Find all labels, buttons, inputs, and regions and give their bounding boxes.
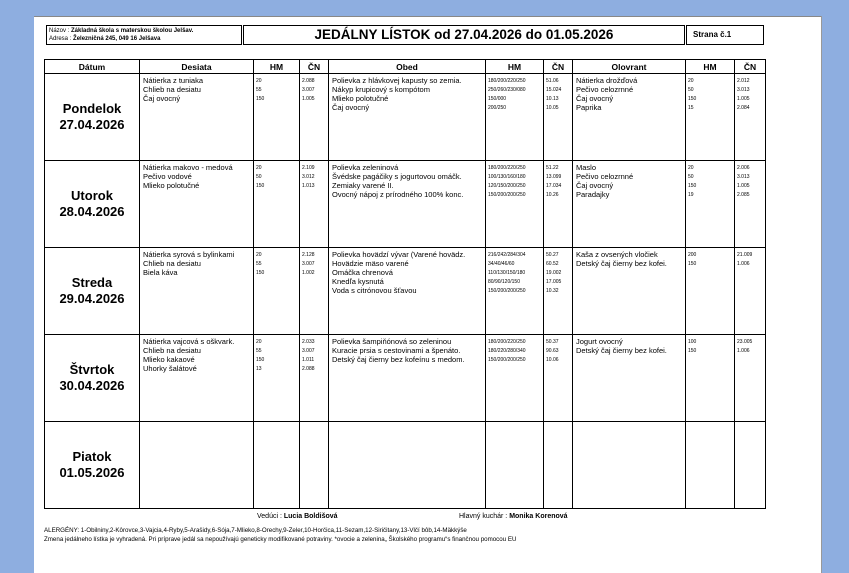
obed-item: Polievka z hlávkovej kapusty so zemia. <box>332 76 462 85</box>
allergens-list: ALERGÉNY: 1-Obilniny,2-Kôrovce,3-Vajcia,4-Ryby,5-Arašidy,6-Sója,7-Mlieko,8-Orechy,9-Zeler,10-Horčica,11-Sezam,12-Siričitany,13-Vlčí bôb,14-Mäkkýše <box>44 527 467 534</box>
obed-hm-item: 180/200/220/250 <box>488 165 526 171</box>
olovrant-hm-item: 150 <box>688 96 697 102</box>
table-header-row <box>45 60 766 74</box>
obed-item: Hovädzie mäso varené <box>332 259 409 268</box>
day-cell <box>45 335 140 422</box>
obed-cn-item: 90.63 <box>546 348 559 354</box>
obed-cn-item: 10.06 <box>546 357 559 363</box>
desiata-hm-cell <box>254 335 300 422</box>
day-date: 30.04.2026 <box>59 378 125 393</box>
olovrant-item: Paradajky <box>576 190 610 199</box>
desiata-hm-cell <box>254 74 300 161</box>
day-cell <box>45 161 140 248</box>
desiata-hm-item: 150 <box>256 270 265 276</box>
olovrant-cn-item: 23.005 <box>737 339 753 345</box>
obed-cn-cell <box>544 74 573 161</box>
obed-hm-cell <box>486 422 544 509</box>
obed-cn-item: 19.002 <box>546 270 562 276</box>
desiata-item: Mlieko kakaové <box>143 355 195 364</box>
day-row <box>45 335 766 422</box>
page-number: Strana č.1 <box>686 25 764 45</box>
desiata-hm-item: 150 <box>256 357 265 363</box>
desiata-cn-item: 3.007 <box>302 261 315 267</box>
olovrant-item: Čaj ovocný <box>576 94 614 103</box>
page-edge-shadow <box>821 16 822 573</box>
manager-label: Vedúci : <box>257 513 282 520</box>
desiata-cn-cell <box>300 422 329 509</box>
olovrant-cn-item: 1.005 <box>737 96 750 102</box>
obed-cell <box>329 422 486 509</box>
column-header: ČN <box>735 60 766 74</box>
olovrant-cn-item: 2.084 <box>737 105 750 111</box>
page-border <box>34 16 821 17</box>
column-header: ČN <box>544 60 573 74</box>
obed-hm-item: 216/242/284/304 <box>488 252 526 258</box>
obed-cn-item: 10.26 <box>546 192 559 198</box>
obed-cn-item: 60.52 <box>546 261 559 267</box>
olovrant-hm-item: 19 <box>688 192 694 198</box>
column-header: Dátum <box>45 60 140 74</box>
table-body <box>45 74 766 509</box>
obed-hm-item: 150/200/200/250 <box>488 357 526 363</box>
desiata-cell <box>140 161 254 248</box>
day-row <box>45 161 766 248</box>
desiata-hm-item: 55 <box>256 261 262 267</box>
olovrant-cell <box>573 335 686 422</box>
obed-cn-item: 50.27 <box>546 252 559 258</box>
obed-hm-item: 34/40/46/60 <box>488 261 515 267</box>
manager-name: Lucia Boldišová <box>283 513 338 520</box>
day-name: Piatok <box>72 449 112 464</box>
olovrant-hm-item: 50 <box>688 174 694 180</box>
desiata-item: Čaj ovocný <box>143 94 181 103</box>
desiata-cn-item: 3.007 <box>302 87 315 93</box>
school-name-label: Názov : <box>49 28 70 34</box>
olovrant-hm-cell <box>686 74 735 161</box>
olovrant-cn-item: 3.013 <box>737 174 750 180</box>
desiata-cell <box>140 335 254 422</box>
olovrant-hm-cell <box>686 422 735 509</box>
olovrant-item: Jogurt ovocný <box>576 337 623 346</box>
obed-cn-item: 51.22 <box>546 165 559 171</box>
olovrant-cn-cell <box>735 422 766 509</box>
footer-notes <box>44 526 516 544</box>
olovrant-cn-cell <box>735 248 766 335</box>
olovrant-hm-item: 150 <box>688 348 697 354</box>
desiata-hm-item: 20 <box>256 339 262 345</box>
obed-cell <box>329 248 486 335</box>
obed-item: Polievka zeleninová <box>332 163 399 172</box>
olovrant-hm-cell <box>686 248 735 335</box>
desiata-cn-item: 2.033 <box>302 339 315 345</box>
desiata-hm-item: 55 <box>256 87 262 93</box>
day-date: 01.05.2026 <box>59 465 125 480</box>
obed-item: Polievka hovädzí vývar (Varené hovädz. <box>332 250 466 259</box>
day-cell <box>45 248 140 335</box>
olovrant-cell <box>573 422 686 509</box>
obed-cell <box>329 74 486 161</box>
olovrant-item: Pečivo celozrnné <box>576 85 634 94</box>
obed-item: Omáčka chrenová <box>332 268 393 277</box>
obed-cn-cell <box>544 335 573 422</box>
day-date: 27.04.2026 <box>59 117 125 132</box>
obed-hm-item: 100/130/160/180 <box>488 174 526 180</box>
obed-cn-item: 15.024 <box>546 87 562 93</box>
school-address: Železničná 245, 049 16 Jelšava <box>73 36 161 42</box>
obed-cell <box>329 161 486 248</box>
obed-cn-cell <box>544 248 573 335</box>
olovrant-hm-item: 100 <box>688 339 697 345</box>
day-row <box>45 422 766 509</box>
menu-table <box>44 59 766 509</box>
desiata-item: Chlieb na desiatu <box>143 85 201 94</box>
olovrant-item: Kaša z ovsených vločiek <box>576 250 658 259</box>
obed-item: Detský čaj čierny bez kofeínu s medom. <box>332 355 465 364</box>
obed-hm-item: 150/200/200/250 <box>488 192 526 198</box>
desiata-cell <box>140 248 254 335</box>
desiata-hm-item: 20 <box>256 252 262 258</box>
olovrant-item: Pečivo celozrnné <box>576 172 634 181</box>
olovrant-cn-item: 2.085 <box>737 192 750 198</box>
desiata-item: Chlieb na desiatu <box>143 259 201 268</box>
obed-cn-item: 17.005 <box>546 279 562 285</box>
column-header: Desiata <box>140 60 254 74</box>
olovrant-cn-cell <box>735 74 766 161</box>
obed-item: Nákyp krupicový s kompótom <box>332 85 430 94</box>
day-row <box>45 248 766 335</box>
obed-cn-item: 17.034 <box>546 183 562 189</box>
obed-cell <box>329 335 486 422</box>
olovrant-cn-item: 1.005 <box>737 183 750 189</box>
olovrant-cell <box>573 248 686 335</box>
desiata-item: Pečivo vodové <box>143 172 192 181</box>
obed-item: Ovocný nápoj z prírodného 100% konc. <box>332 190 464 199</box>
cook-name: Monika Korenová <box>509 513 568 520</box>
school-address-row <box>49 35 239 43</box>
desiata-hm-cell <box>254 161 300 248</box>
olovrant-cn-item: 2.006 <box>737 165 750 171</box>
column-header: HM <box>254 60 300 74</box>
school-info-box <box>46 25 242 45</box>
olovrant-hm-item: 150 <box>688 183 697 189</box>
desiata-hm-cell <box>254 422 300 509</box>
obed-item: Kuracie prsia s cestovinami a špenáto. <box>332 346 461 355</box>
desiata-cn-item: 2.109 <box>302 165 315 171</box>
obed-cn-item: 10.05 <box>546 105 559 111</box>
desiata-cn-item: 3.007 <box>302 348 315 354</box>
desiata-hm-item: 150 <box>256 183 265 189</box>
desiata-item: Biela káva <box>143 268 178 277</box>
obed-hm-cell <box>486 161 544 248</box>
olovrant-hm-item: 50 <box>688 87 694 93</box>
menu-note: Zmena jedálneho lístka je vyhradená. Pri príprave jedál sa nepoužívajú geneticky modifikované potraviny. *ovocie a zelenina„ Školského programu“s finančnou pomocou EU <box>44 536 517 543</box>
desiata-item: Nátierka syrová s bylinkami <box>143 250 235 259</box>
obed-item: Mlieko polotučné <box>332 94 389 103</box>
olovrant-item: Paprika <box>576 103 602 112</box>
desiata-cn-item: 1.011 <box>302 357 315 363</box>
desiata-cn-item: 2.128 <box>302 252 315 258</box>
day-date: 28.04.2026 <box>59 204 125 219</box>
olovrant-cn-item: 1.006 <box>737 348 750 354</box>
day-cell <box>45 422 140 509</box>
desiata-hm-item: 55 <box>256 348 262 354</box>
olovrant-cn-item: 1.006 <box>737 261 750 267</box>
olovrant-hm-cell <box>686 335 735 422</box>
school-address-label: Adresa : <box>49 36 72 42</box>
desiata-hm-item: 50 <box>256 174 262 180</box>
obed-cn-item: 13.099 <box>546 174 562 180</box>
olovrant-hm-item: 20 <box>688 78 694 84</box>
olovrant-item: Maslo <box>576 163 597 172</box>
desiata-cn-item: 2.088 <box>302 366 315 372</box>
obed-hm-cell <box>486 248 544 335</box>
desiata-item: Mlieko polotučné <box>143 181 200 190</box>
obed-cn-item: 10.32 <box>546 288 559 294</box>
obed-cn-item: 10.13 <box>546 96 559 102</box>
page-title: JEDÁLNY LÍSTOK od 27.04.2026 do 01.05.2026 <box>243 25 685 45</box>
desiata-item: Uhorky šalátové <box>143 364 197 373</box>
cook-label: Hlavný kuchár : <box>459 513 508 520</box>
desiata-hm-item: 20 <box>256 165 262 171</box>
olovrant-cn-cell <box>735 335 766 422</box>
obed-item: Knedľa kysnutá <box>332 277 384 286</box>
obed-hm-item: 80/90/120/150 <box>488 279 520 285</box>
column-header: HM <box>486 60 544 74</box>
olovrant-cn-cell <box>735 161 766 248</box>
olovrant-hm-item: 200 <box>688 252 697 258</box>
cook-signature <box>459 513 568 520</box>
day-name: Utorok <box>71 188 113 203</box>
day-date: 29.04.2026 <box>59 291 125 306</box>
obed-hm-item: 110/130/150/180 <box>488 270 526 276</box>
obed-item: Zemiaky varené II. <box>332 181 394 190</box>
desiata-hm-cell <box>254 248 300 335</box>
obed-cn-cell <box>544 161 573 248</box>
olovrant-hm-item: 15 <box>688 105 694 111</box>
day-name: Štvrtok <box>69 362 115 377</box>
olovrant-hm-item: 150 <box>688 261 697 267</box>
desiata-cn-item: 1.005 <box>302 96 315 102</box>
desiata-cn-cell <box>300 74 329 161</box>
obed-hm-cell <box>486 335 544 422</box>
desiata-cell <box>140 422 254 509</box>
desiata-cn-cell <box>300 248 329 335</box>
olovrant-cell <box>573 161 686 248</box>
olovrant-cn-item: 21.009 <box>737 252 753 258</box>
desiata-item: Nátierka vajcová s oškvark. <box>143 337 235 346</box>
day-row <box>45 74 766 161</box>
column-header: HM <box>686 60 735 74</box>
olovrant-cn-item: 2.012 <box>737 78 750 84</box>
manager-signature <box>257 513 338 520</box>
obed-item: Voda s citrónovou šťavou <box>332 286 417 295</box>
olovrant-item: Nátierka drožďová <box>576 76 638 85</box>
desiata-item: Nátierka makovo - medová <box>143 163 233 172</box>
obed-hm-item: 150/000 <box>488 96 507 102</box>
obed-hm-item: 120/150/200/250 <box>488 183 526 189</box>
column-header: Obed <box>329 60 486 74</box>
obed-hm-cell <box>486 74 544 161</box>
olovrant-hm-item: 20 <box>688 165 694 171</box>
desiata-hm-item: 13 <box>256 366 262 372</box>
desiata-cn-item: 1.013 <box>302 183 315 189</box>
desiata-hm-item: 20 <box>256 78 262 84</box>
obed-item: Švédske pagáčiky s jogurtovou omáčk. <box>332 172 462 181</box>
obed-hm-item: 150/200/200/250 <box>488 288 526 294</box>
obed-hm-item: 180/200/220/250 <box>488 78 526 84</box>
desiata-cn-cell <box>300 335 329 422</box>
obed-hm-item: 200/250 <box>488 105 507 111</box>
obed-hm-item: 180/220/280/340 <box>488 348 526 354</box>
olovrant-item: Čaj ovocný <box>576 181 614 190</box>
day-name: Streda <box>71 275 113 290</box>
day-cell <box>45 74 140 161</box>
obed-cn-item: 51.06 <box>546 78 559 84</box>
obed-cn-cell <box>544 422 573 509</box>
obed-item: Čaj ovocný <box>332 103 370 112</box>
desiata-cn-cell <box>300 161 329 248</box>
desiata-item: Chlieb na desiatu <box>143 346 201 355</box>
obed-cn-item: 50.37 <box>546 339 559 345</box>
olovrant-item: Detský čaj čierny bez kofei. <box>576 259 667 268</box>
desiata-item: Nátierka z tuniaka <box>143 76 204 85</box>
desiata-cn-item: 2.088 <box>302 78 315 84</box>
desiata-hm-item: 150 <box>256 96 265 102</box>
obed-hm-item: 180/200/220/250 <box>488 339 526 345</box>
desiata-cn-item: 1.002 <box>302 270 315 276</box>
obed-hm-item: 250/260/230/080 <box>488 87 526 93</box>
olovrant-item: Detský čaj čierny bez kofei. <box>576 346 667 355</box>
olovrant-hm-cell <box>686 161 735 248</box>
school-name-row <box>49 27 239 35</box>
olovrant-cn-item: 3.013 <box>737 87 750 93</box>
olovrant-cell <box>573 74 686 161</box>
day-name: Pondelok <box>62 101 122 116</box>
desiata-cell <box>140 74 254 161</box>
desiata-cn-item: 3.012 <box>302 174 315 180</box>
school-name: Základná škola s materskou školou Jelšav. <box>71 28 194 34</box>
column-header: ČN <box>300 60 329 74</box>
column-header: Olovrant <box>573 60 686 74</box>
obed-item: Polievka šampiňónová so zeleninou <box>332 337 452 346</box>
menu-page <box>34 16 821 573</box>
